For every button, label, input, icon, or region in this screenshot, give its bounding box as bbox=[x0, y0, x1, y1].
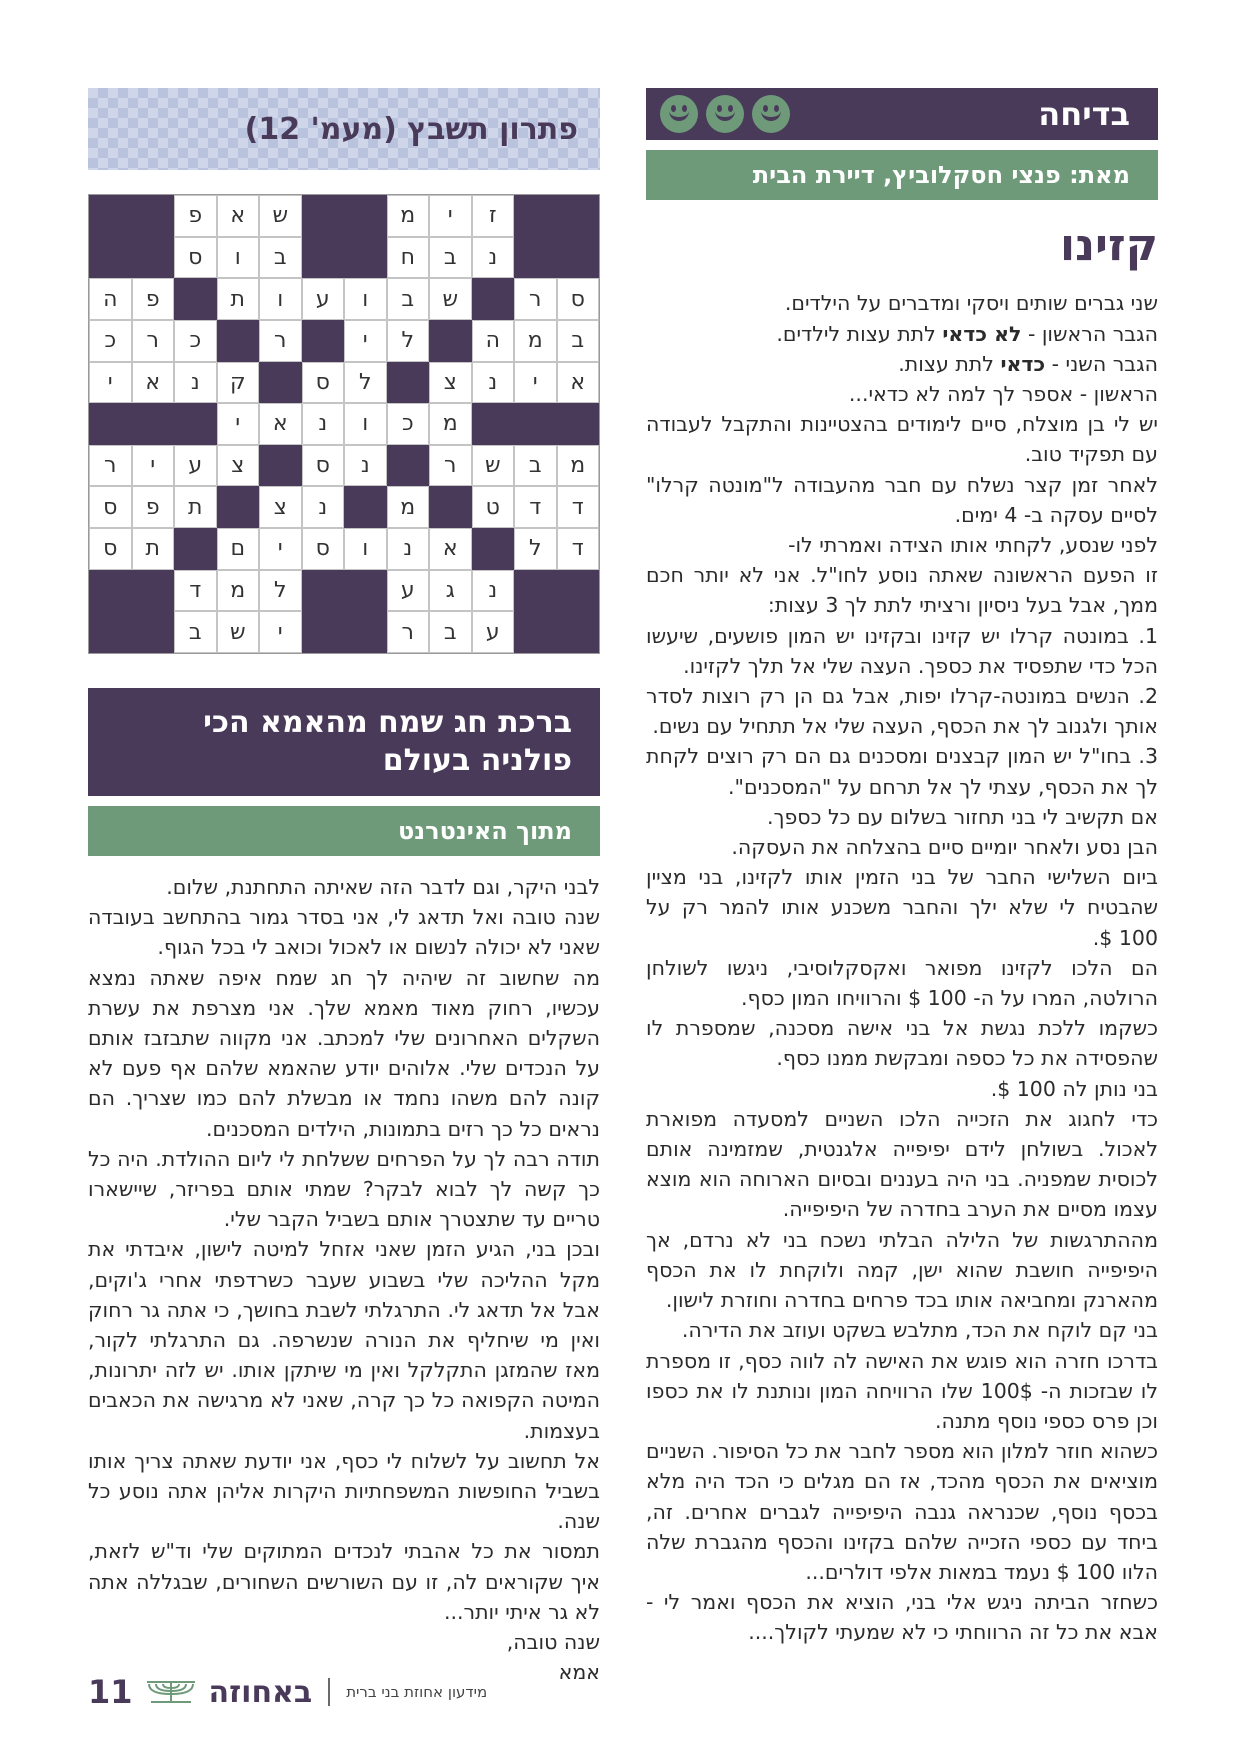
crossword-cell: ב bbox=[387, 278, 430, 320]
crossword-cell: ר bbox=[387, 611, 430, 653]
crossword-block bbox=[259, 362, 302, 404]
crossword-cell: א bbox=[217, 195, 260, 237]
crossword-block bbox=[89, 195, 132, 237]
crossword-block bbox=[344, 195, 387, 237]
crossword-cell: מ bbox=[557, 445, 600, 487]
crossword-cell: ה bbox=[89, 278, 132, 320]
crossword-cell: ג bbox=[429, 570, 472, 612]
crossword-block bbox=[514, 403, 557, 445]
crossword-cell: פ bbox=[174, 195, 217, 237]
crossword-cell: ב bbox=[429, 611, 472, 653]
joke-paragraph: יש לי בן מוצלח, סיים לימודים בהצטיינות והתקבל לעבודה עם תפקיד טוב. bbox=[646, 412, 1158, 467]
crossword-cell: ש bbox=[217, 611, 260, 653]
joke-paragraph: בני נותן לה 100 $. bbox=[990, 1076, 1158, 1101]
crossword-block bbox=[132, 237, 175, 279]
crossword-cell: נ bbox=[302, 486, 345, 528]
crossword-block bbox=[472, 278, 515, 320]
crossword-cell: ק bbox=[217, 362, 260, 404]
brand-name: באחוזה bbox=[208, 1674, 313, 1710]
crossword-cell: ב bbox=[514, 445, 557, 487]
crossword-cell: צ bbox=[217, 445, 260, 487]
greeting-paragraph: אמא bbox=[558, 1660, 600, 1685]
crossword-cell: ע bbox=[472, 611, 515, 653]
smiley-icon bbox=[660, 95, 698, 133]
greeting-body bbox=[88, 872, 600, 1687]
crossword-cell: א bbox=[557, 362, 600, 404]
crossword-block bbox=[472, 528, 515, 570]
joke-paragraph: כדי לחגוג את הזכייה הלכו השניים למסעדה מפוארת לאכול. בשולחן לידם יפיפייה אלגנטית, שמזמינה אותם לכוסית שמפניה. בני היה בעננים ובסיום הארוחה הוא מוצא עצמו מסיים את הערב בחדרה של היפיפייה. bbox=[646, 1106, 1158, 1222]
joke-body bbox=[646, 288, 1158, 1647]
greeting-paragraph: אל תחשוב על לשלוח לי כסף, אני יודעת שאתה צריך אותו בשביל החופשות המשפחתיות היקרות אליהן אתה נוסע כל שנה. bbox=[88, 1448, 600, 1534]
crossword-cell: נ bbox=[387, 528, 430, 570]
joke-paragraph: 3. בחו"ל יש המון קבצנים ומסכנים גם הם רק רוצים לקחת לך את הכסף, עצתי לך אל תרחם על "המסכנים". bbox=[646, 744, 1158, 799]
crossword-cell: צ bbox=[429, 362, 472, 404]
crossword-cell: ו bbox=[344, 403, 387, 445]
crossword-cell: מ bbox=[387, 195, 430, 237]
crossword-cell: ת bbox=[174, 486, 217, 528]
crossword-cell: ס bbox=[302, 528, 345, 570]
footer bbox=[88, 1672, 487, 1712]
crossword-block bbox=[429, 320, 472, 362]
crossword-cell: ה bbox=[472, 320, 515, 362]
joke-paragraph bbox=[646, 349, 1158, 379]
smileys bbox=[660, 95, 790, 133]
crossword-block bbox=[557, 611, 600, 653]
crossword-cell: מ bbox=[429, 403, 472, 445]
greeting-source: מתוך האינטרנט bbox=[88, 806, 600, 856]
crossword-cell: נ bbox=[302, 403, 345, 445]
crossword-cell: ש bbox=[259, 195, 302, 237]
crossword-cell: י bbox=[132, 445, 175, 487]
crossword-cell: ש bbox=[429, 278, 472, 320]
crossword-cell: ד bbox=[174, 570, 217, 612]
crossword-block bbox=[302, 320, 345, 362]
crossword-cell: ז bbox=[472, 195, 515, 237]
crossword-cell: י bbox=[514, 362, 557, 404]
crossword-cell: צ bbox=[259, 486, 302, 528]
crossword-block bbox=[174, 278, 217, 320]
joke-category: בדיחה bbox=[1038, 95, 1130, 133]
joke-text-segment: לא כדאי bbox=[942, 321, 1022, 346]
joke-text-segment: לתת עצות לילדים. bbox=[776, 321, 943, 346]
crossword-block bbox=[174, 403, 217, 445]
crossword-cell: י bbox=[217, 403, 260, 445]
crossword-block bbox=[302, 195, 345, 237]
joke-paragraph: ביום השלישי החבר של בני הזמין אותו לקזינו, בני מציין שהבטיח לי שלא ילך והחבר משכנע אותו להמר רק על 100 $. bbox=[646, 865, 1158, 950]
crossword-block bbox=[557, 237, 600, 279]
crossword-cell: ו bbox=[344, 278, 387, 320]
crossword-cell: מ bbox=[514, 320, 557, 362]
crossword-cell: ל bbox=[514, 528, 557, 570]
crossword-cell: א bbox=[429, 528, 472, 570]
crossword-cell: נ bbox=[174, 362, 217, 404]
crossword-block bbox=[344, 237, 387, 279]
crossword-block bbox=[302, 611, 345, 653]
crossword-block bbox=[472, 403, 515, 445]
crossword-block bbox=[557, 195, 600, 237]
crossword-cell: ב bbox=[429, 237, 472, 279]
greeting-title: ברכת חג שמח מהאמא הכי פולניה בעולם bbox=[88, 688, 600, 796]
crossword-block bbox=[302, 237, 345, 279]
joke-text-segment: לתת עצות. bbox=[898, 351, 1001, 376]
crossword-cell: כ bbox=[89, 320, 132, 362]
crossword-cell: ר bbox=[514, 278, 557, 320]
crossword-cell: ס bbox=[174, 237, 217, 279]
crossword-block bbox=[344, 486, 387, 528]
greeting-paragraph: תודה רבה לך על הפרחים ששלחת לי ליום ההולדת. היה כל כך קשה לך לבוא לבקר? שמתי אותם בפריזר, שיישארו טריים עד שתצטרך אותם בשביל הקבר שלי. bbox=[88, 1146, 600, 1232]
greeting-paragraph: לבני היקר, וגם לדבר הזה שאיתה התחתנת, שלום. bbox=[166, 875, 600, 899]
crossword-block bbox=[429, 486, 472, 528]
crossword-cell: ס bbox=[557, 278, 600, 320]
crossword-cell: ו bbox=[259, 278, 302, 320]
crossword-cell: י bbox=[89, 362, 132, 404]
joke-text-segment: כדאי bbox=[1000, 351, 1046, 376]
crossword-cell: ם bbox=[217, 528, 260, 570]
crossword-cell: ד bbox=[557, 528, 600, 570]
joke-paragraph: 1. במונטה קרלו יש קזינו ובקזינו יש המון פושעים, שיעשו הכל כדי שתפסיד את כספך. העצה שלי אל תלך לקזינו. bbox=[646, 623, 1158, 678]
greeting-paragraph: שנה טובה, bbox=[506, 1630, 600, 1655]
tagline: מידעון אחוזת בני ברית bbox=[346, 1683, 488, 1701]
joke-paragraph: כשחזר הביתה ניגש אלי בני, הוציא את הכסף ואמר לי - אבא את כל זה הרווחתי כי לא שמעתי לקולך.... bbox=[646, 1590, 1158, 1645]
greeting-paragraph: תמסור את כל אהבתי לנכדים המתוקים שלי וד"ש לזאת, איך שקוראים לה, זו עם השורשים השחורים, שבגללה אתה לא גר איתי יותר... bbox=[88, 1539, 600, 1624]
crossword-cell: ד bbox=[557, 486, 600, 528]
crossword-cell: ס bbox=[302, 445, 345, 487]
crossword-cell: ב bbox=[174, 611, 217, 653]
crossword-cell: ת bbox=[217, 278, 260, 320]
crossword-cell: ו bbox=[344, 528, 387, 570]
crossword-cell: נ bbox=[472, 570, 515, 612]
greeting-paragraph: מה שחשוב זה שיהיה לך חג שמח איפה שאתה נמצא עכשיו, רחוק מאוד מאמא שלך. אני מצרפת את עשרת השקלים האחרונים שלי למכתב. אני מקווה שתבזבז אותם על הנכדים שלי. אלוהים יודע שהאמא שלהם אף פעם לא קונה להם משהו נחמד או מבשלת להם כמו שצריך. הם נראים כל כך רזים בתמונות, הילדים המסכנים. bbox=[88, 965, 600, 1141]
joke-text-segment: הגבר הראשון - bbox=[1021, 321, 1158, 346]
crossword-block bbox=[387, 445, 430, 487]
crossword-block bbox=[344, 611, 387, 653]
joke-paragraph bbox=[646, 319, 1158, 349]
crossword-block bbox=[132, 570, 175, 612]
joke-paragraph: 2. הנשים במונטה-קרלו יפות, אבל גם הן רק רוצות לסדר אותך ולגנוב לך את הכסף, העצה שלי אל תתחיל עם נשים. bbox=[646, 684, 1158, 739]
joke-author: מאת: פנצי חסקלוביץ, דיירת הבית bbox=[646, 150, 1158, 200]
crossword-block bbox=[132, 403, 175, 445]
crossword-block bbox=[217, 486, 260, 528]
joke-category-bar bbox=[646, 88, 1158, 140]
joke-text-segment: הגבר השני - bbox=[1045, 351, 1158, 376]
crossword-cell: ד bbox=[514, 486, 557, 528]
crossword-cell: ח bbox=[387, 237, 430, 279]
crossword-block bbox=[89, 611, 132, 653]
joke-paragraph: בני קם לוקח את הכד, מתלבש בשקט ועוזב את הדירה. bbox=[681, 1318, 1158, 1343]
page-number: 11 bbox=[88, 1673, 133, 1711]
crossword-cell: ט bbox=[472, 486, 515, 528]
crossword-block bbox=[89, 570, 132, 612]
crossword-block bbox=[514, 570, 557, 612]
footer-divider bbox=[328, 1678, 330, 1706]
crossword-block bbox=[217, 320, 260, 362]
joke-paragraph: הבן נסע ולאחר יומיים סיים בהצלחה את העסקה. bbox=[731, 835, 1158, 860]
crossword-cell: ע bbox=[174, 445, 217, 487]
crossword-cell: ס bbox=[89, 486, 132, 528]
joke-paragraph: זו הפעם הראשונה שאתה נוסע לחו"ל. אני לא יותר חכם ממך, אבל בעל ניסיון ורציתי לתת לך 3 עצות: bbox=[646, 563, 1158, 618]
greeting-paragraph: שנה טובה ואל תדאג לי, אני בסדר גמור בהתחשב בעובדה שאני לא יכולה לנשום או לאכול וכואב לי בכל הגוף. bbox=[88, 905, 600, 960]
crossword-block bbox=[174, 528, 217, 570]
greeting-paragraph: ובכן בני, הגיע הזמן שאני אזחל למיטה לישון, איבדתי את מקל ההליכה שלי בשבוע שעבר כשרדפתי אחרי ג'וקים, אבל אל תדאג לי. התרגלתי לשבת בחושך, כי אתה גר רחוק ואין מי שיחליף את הנורה שנשרפה. גם התרגלתי לקור, מאז שהמזגן התקלקל ואין מי שיתקן אותו. יש לזה יתרונות, המיטה הקפואה כל כך קרה, שאני לא מרגישה את הכאבים בעצמות. bbox=[88, 1237, 600, 1443]
crossword-cell: נ bbox=[344, 445, 387, 487]
crossword-block bbox=[344, 570, 387, 612]
joke-paragraph: בדרכו חזרה הוא פוגש את האישה לה לווה כסף, זו מספרת לו שבזכות ה- 100$ שלו הרוויחה המון ונותנת לו את כספו וכן פרס כספי נוסף מתנה. bbox=[646, 1348, 1158, 1433]
joke-paragraph: הם הלכו לקזינו מפואר ואקסקלוסיבי, ניגשו לשולחן הרולטה, המרו על ה- 100 $ והרוויחו המון כסף. bbox=[646, 955, 1158, 1011]
joke-paragraph: כשהוא חוזר למלון הוא מספר לחבר את כל הסיפור. השניים מוציאים את הכסף מהכד, אז הם מגלים כי הכד היה מלא בכסף נוסף, שכנראה גנבה היפיפייה לגברים אחרים. זה, ביחד עם כספי הזכייה שלהם בקזינו והכסף מהגברת שלה הלוו 100 $ נעמד במאות אלפי דולרים... bbox=[646, 1439, 1158, 1584]
crossword-cell: פ bbox=[132, 278, 175, 320]
crossword-grid bbox=[88, 194, 600, 654]
joke-title: קזינו bbox=[1059, 220, 1158, 271]
crossword-block bbox=[514, 237, 557, 279]
crossword-cell: ר bbox=[259, 320, 302, 362]
crossword-cell: פ bbox=[132, 486, 175, 528]
crossword-cell: ר bbox=[89, 445, 132, 487]
crossword-block bbox=[132, 611, 175, 653]
crossword-header bbox=[88, 88, 600, 170]
crossword-block bbox=[557, 570, 600, 612]
crossword-cell: א bbox=[259, 403, 302, 445]
crossword-block bbox=[89, 403, 132, 445]
joke-paragraph: כשקמו ללכת נגשת אל בני אישה מסכנה, שמספרת לו שהפסידה את כל כספה ומבקשת ממנו כסף. bbox=[646, 1016, 1158, 1071]
crossword-cell: כ bbox=[387, 403, 430, 445]
crossword-cell: נ bbox=[472, 237, 515, 279]
crossword-cell: ר bbox=[429, 445, 472, 487]
crossword-block bbox=[132, 195, 175, 237]
crossword-cell: י bbox=[259, 611, 302, 653]
crossword-cell: י bbox=[259, 528, 302, 570]
crossword-block bbox=[514, 195, 557, 237]
joke-paragraph: שני גברים שותים ויסקי ומדברים על הילדים. bbox=[784, 291, 1158, 316]
crossword-cell: מ bbox=[217, 570, 260, 612]
smiley-icon bbox=[752, 95, 790, 133]
crossword-cell: נ bbox=[472, 362, 515, 404]
crossword-cell: ע bbox=[302, 278, 345, 320]
crossword-block bbox=[302, 570, 345, 612]
crossword-cell: ס bbox=[302, 362, 345, 404]
crossword-cell: ש bbox=[472, 445, 515, 487]
crossword-cell: ב bbox=[259, 237, 302, 279]
crossword-cell: י bbox=[429, 195, 472, 237]
joke-paragraph: הראשון - אספר לך למה לא כדאי... bbox=[848, 382, 1158, 406]
crossword-block bbox=[89, 237, 132, 279]
smiley-icon bbox=[706, 95, 744, 133]
joke-paragraph: לפני שנסע, לקחתי אותו הצידה ואמרתי לו- bbox=[788, 533, 1158, 558]
joke-section bbox=[646, 88, 1158, 1648]
crossword-cell: ר bbox=[132, 320, 175, 362]
crossword-block bbox=[387, 362, 430, 404]
crossword-cell: ת bbox=[132, 528, 175, 570]
crossword-block bbox=[259, 445, 302, 487]
crossword-block bbox=[514, 611, 557, 653]
joke-paragraph: לאחר זמן קצר נשלח עם חבר מהעבודה ל"מונטה קרלו" לסיים עסקה ב- 4 ימים. bbox=[646, 472, 1158, 527]
left-column bbox=[88, 88, 600, 1687]
crossword-cell: ע bbox=[387, 570, 430, 612]
crossword-cell: ל bbox=[259, 570, 302, 612]
crossword-cell: ס bbox=[89, 528, 132, 570]
crossword-cell: ל bbox=[387, 320, 430, 362]
crossword-cell: ל bbox=[344, 362, 387, 404]
crossword-cell: י bbox=[344, 320, 387, 362]
menorah-icon bbox=[143, 1678, 199, 1706]
joke-paragraph: אם תקשיב לי בני תחזור בשלום עם כל כספך. bbox=[766, 804, 1158, 829]
crossword-title: פתרון תשבץ (מעמ' 12) bbox=[244, 111, 578, 147]
crossword-cell: א bbox=[132, 362, 175, 404]
crossword-cell: מ bbox=[387, 486, 430, 528]
joke-paragraph: מההתרגשות של הלילה הבלתי נשכח בני לא נרדם, אך היפיפייה חושבת שהוא ישן, קמה ולוקחת לו את הכסף מהארנק ומחביאה אותו בכד פרחים בחדרה וחוזרת לישון. bbox=[646, 1227, 1158, 1313]
crossword-block bbox=[557, 403, 600, 445]
crossword-cell: ו bbox=[217, 237, 260, 279]
crossword-cell: ב bbox=[557, 320, 600, 362]
crossword-cell: כ bbox=[174, 320, 217, 362]
